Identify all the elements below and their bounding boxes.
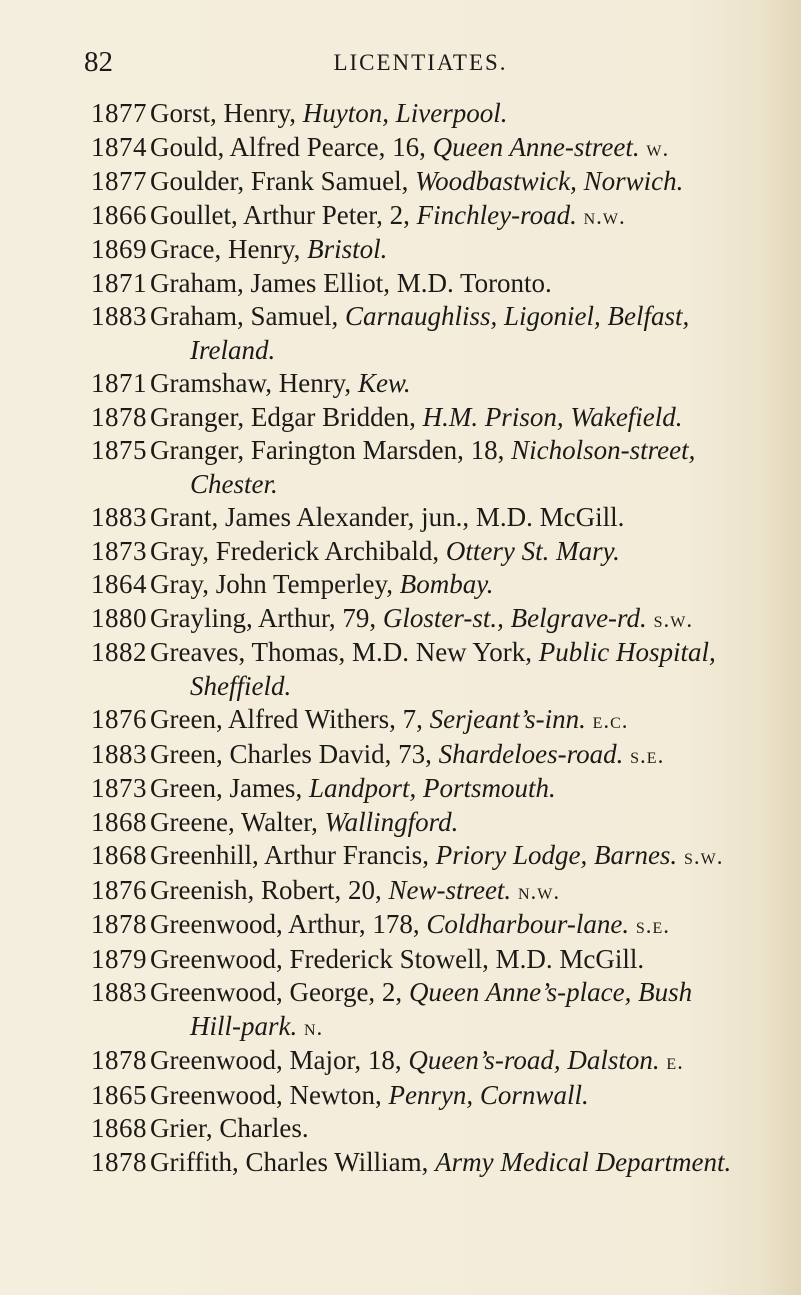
entry-year: 1875 (91, 435, 147, 465)
entry-text (150, 703, 790, 738)
entry-continuation-place: Chester. (190, 468, 278, 499)
entry-year: 1878 (91, 909, 147, 939)
entry-place: Queen Anne-street. (432, 131, 640, 162)
entry-year: 1883 (91, 301, 147, 331)
entry-text (150, 501, 790, 535)
entry-year: 1869 (91, 234, 147, 264)
list-item (0, 199, 801, 234)
entry-place: H.M. Prison, Wakefield. (422, 401, 683, 432)
list-item (0, 267, 801, 301)
entry-text (150, 535, 790, 569)
entry-place: Public Hospital, (538, 637, 716, 667)
entry-place: Finchley-road. (416, 199, 577, 230)
entry-year: 1865 (91, 1079, 147, 1110)
entry-text (150, 602, 790, 637)
entry-place: New-street. (388, 874, 512, 905)
entry-year: 1883 (91, 502, 147, 532)
list-item (0, 1112, 801, 1146)
entry-text (150, 1044, 790, 1079)
entry-text (150, 806, 790, 840)
entry-year: 1876 (91, 704, 147, 734)
entry-place: Priory Lodge, Barnes. (435, 840, 678, 870)
entry-year: 1873 (91, 535, 147, 566)
list-item (0, 131, 801, 166)
entry-district: e.c. (592, 708, 629, 733)
entry-name: Greenwood, Arthur, 178, (150, 909, 427, 939)
entry-name: Grier, Charles. (150, 1113, 309, 1143)
entry-year: 1878 (91, 401, 147, 432)
entry-text (150, 839, 790, 874)
list-item (0, 636, 801, 703)
entry-name: Grayling, Arthur, 79, (150, 602, 383, 633)
entry-name: Gray, Frederick Archibald, (150, 535, 446, 566)
list-item (0, 738, 801, 773)
list-item (0, 97, 801, 131)
entry-place: Bristol. (307, 234, 388, 264)
entry-place: Shardeloes-road. (438, 738, 624, 769)
list-item (0, 501, 801, 535)
entry-place: Gloster-st., Belgrave-rd. (382, 602, 647, 633)
entry-place: Queen’s-road, Dalston. (408, 1045, 660, 1075)
entry-year: 1879 (91, 943, 147, 974)
list-item (0, 1146, 801, 1180)
entry-district: n.w. (583, 203, 626, 229)
entry-text (150, 165, 790, 199)
entry-district: n.w. (517, 878, 561, 904)
entry-continuation (150, 468, 790, 502)
entry-year: 1883 (91, 738, 147, 769)
entry-district: w. (646, 135, 670, 161)
entry-continuation-district: n. (304, 1014, 324, 1040)
list-item (0, 908, 801, 943)
entry-place: Ottery St. Mary. (445, 535, 620, 566)
entry-text (150, 908, 790, 943)
entry-name: Green, Alfred Withers, 7, (150, 704, 430, 734)
entry-place: Bombay. (399, 569, 494, 599)
entry-year: 1866 (91, 199, 147, 230)
entry-year: 1868 (91, 1113, 147, 1143)
entry-text (150, 874, 790, 909)
entry-name: Greenwood, Major, 18, (150, 1045, 409, 1075)
list-item (0, 165, 801, 199)
list-item (0, 943, 801, 977)
entry-name: Gray, John Temperley, (150, 569, 400, 599)
entry-text (150, 131, 790, 166)
entry-text (150, 772, 790, 806)
list-item (0, 839, 801, 874)
entry-continuation (150, 670, 790, 704)
entry-continuation (150, 334, 790, 368)
entry-name: Graham, James Elliot, M.D. Toronto. (150, 267, 552, 298)
entry-name: Gramshaw, Henry, (150, 368, 358, 398)
entry-name: Grant, James Alexander, jun., M.D. McGill. (150, 502, 625, 532)
list-item (0, 703, 801, 738)
page-header (0, 44, 801, 80)
list-item (0, 233, 801, 267)
entry-name: Green, Charles David, 73, (150, 738, 439, 769)
entry-name: Greenwood, Newton, (150, 1079, 389, 1110)
entry-year: 1882 (91, 637, 147, 667)
list-item (0, 568, 801, 602)
entry-place: Landport, Portsmouth. (308, 773, 556, 803)
entry-text (150, 1079, 790, 1113)
entry-text (150, 434, 790, 501)
entry-year: 1878 (91, 1045, 147, 1075)
entry-place: Coldharbour-lane. (426, 909, 630, 939)
entry-text (150, 1146, 790, 1180)
entry-name: Graham, Samuel, (150, 301, 345, 331)
entry-name: Goulder, Frank Samuel, (150, 166, 416, 196)
entry-name: Greenhill, Arthur Francis, (150, 840, 436, 870)
entry-name: Greenwood, Frederick Stowell, M.D. McGill. (150, 943, 645, 974)
list-item (0, 976, 801, 1044)
list-item (0, 367, 801, 401)
entry-place: Army Medical Department. (435, 1146, 732, 1177)
entry-place: Wallingford. (324, 806, 459, 837)
entry-continuation-place: Sheffield. (190, 670, 292, 701)
entry-district: s.e. (635, 913, 671, 938)
list-item (0, 1079, 801, 1113)
entry-name: Greene, Walter, (150, 806, 325, 837)
entry-name: Gould, Alfred Pearce, 16, (150, 131, 433, 162)
entry-name: Griffith, Charles William, (150, 1146, 436, 1177)
entry-name: Granger, Edgar Bridden, (150, 401, 423, 432)
entry-place: Serjeant’s-inn. (429, 704, 586, 734)
page-number: 82 (84, 46, 113, 78)
entry-year: 1864 (91, 569, 147, 599)
entry-year: 1883 (91, 977, 147, 1007)
entry-place: Carnaughliss, Ligoniel, Belfast, (344, 301, 690, 331)
entry-text (150, 367, 790, 401)
entry-district: e. (666, 1049, 684, 1074)
entry-year: 1880 (91, 602, 147, 633)
entry-year: 1878 (91, 1146, 147, 1177)
entry-name: Goullet, Arthur Peter, 2, (150, 199, 417, 230)
entry-place: Nicholson-street, (511, 435, 696, 465)
entry-name: Grace, Henry, (150, 234, 308, 264)
entry-text (150, 401, 790, 435)
entry-place: Woodbastwick, Norwich. (415, 166, 684, 196)
list-item (0, 401, 801, 435)
list-item (0, 434, 801, 501)
entry-continuation-place: Hill-park. (190, 1010, 298, 1041)
entry-continuation-place: Ireland. (190, 334, 276, 365)
entry-name: Granger, Farington Marsden, 18, (150, 435, 512, 465)
entry-text (150, 568, 790, 602)
entry-year: 1868 (91, 806, 147, 837)
entry-text (150, 233, 790, 267)
list-item (0, 806, 801, 840)
entry-year: 1873 (91, 773, 147, 803)
entry-year: 1877 (91, 98, 147, 128)
entry-year: 1871 (91, 368, 147, 398)
entry-year: 1876 (91, 874, 147, 905)
entry-year: 1871 (91, 267, 147, 298)
entry-year: 1874 (91, 131, 147, 162)
entry-text (150, 300, 790, 367)
entry-continuation (150, 1010, 790, 1045)
entry-place: Penryn, Cornwall. (388, 1079, 589, 1110)
entry-year: 1868 (91, 840, 147, 870)
list-item (0, 772, 801, 806)
licentiates-list (0, 97, 801, 1179)
list-item (0, 602, 801, 637)
entry-text (150, 199, 790, 234)
entry-name: Greenwood, George, 2, (150, 977, 409, 1007)
entry-district: s.w. (653, 606, 694, 632)
entry-district: s.e. (630, 742, 665, 768)
entry-name: Gorst, Henry, (150, 98, 303, 128)
entry-text (150, 943, 790, 977)
entry-text (150, 267, 790, 301)
entry-place: Kew. (357, 368, 411, 398)
running-head: LICENTIATES. (333, 50, 508, 75)
entry-text (150, 636, 790, 703)
entry-name: Green, James, (150, 773, 309, 803)
list-item (0, 874, 801, 909)
entry-name: Greenish, Robert, 20, (150, 874, 389, 905)
list-item (0, 535, 801, 569)
entry-name: Greaves, Thomas, M.D. New York, (150, 637, 539, 667)
entry-place: Queen Anne’s-place, Bush (408, 977, 693, 1007)
list-item (0, 300, 801, 367)
entry-text (150, 976, 790, 1044)
entry-district: s.w. (683, 844, 724, 869)
entry-text (150, 1112, 790, 1146)
entry-text (150, 97, 790, 131)
entry-place: Huyton, Liverpool. (302, 98, 508, 128)
list-item (0, 1044, 801, 1079)
entry-year: 1877 (91, 166, 147, 196)
entry-text (150, 738, 790, 773)
